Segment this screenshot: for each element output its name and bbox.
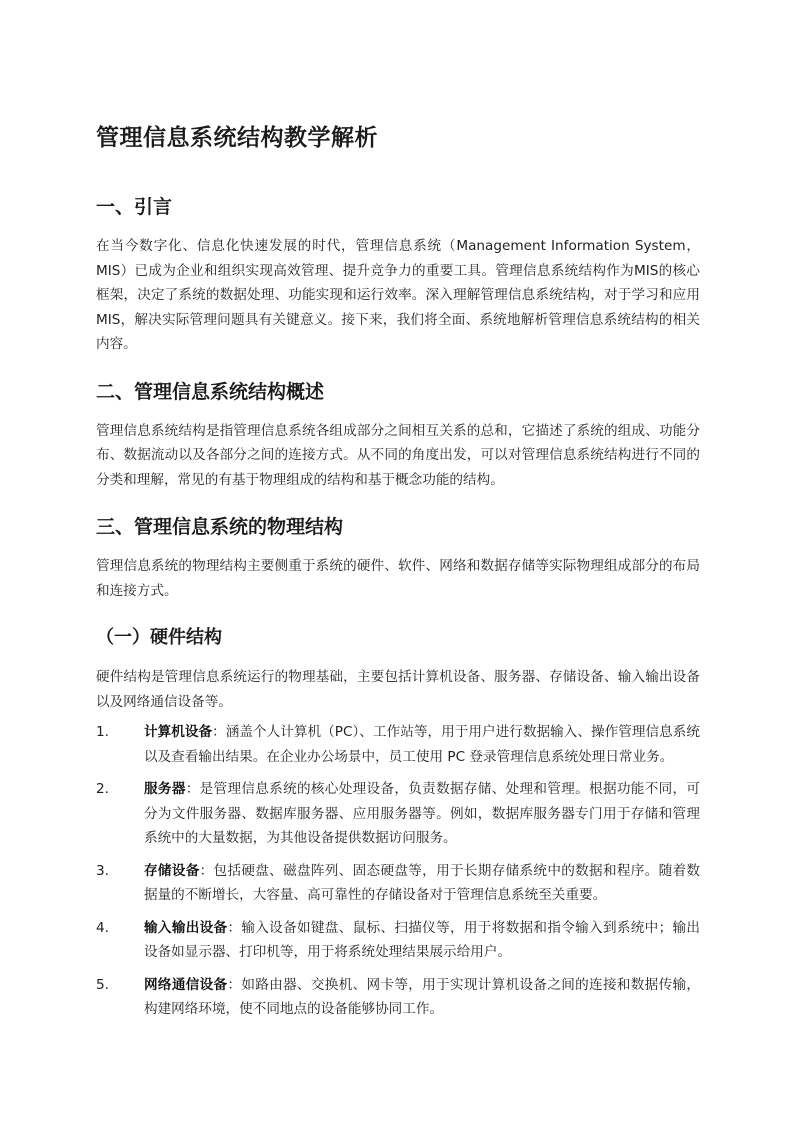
list-item-term: 存储设备 (144, 862, 200, 879)
list-item-text: ：涵盖个人计算机（PC）、工作站等，用于用户进行数据输入、操作管理信息系统以及查看输出结果。在企业办公场景中，员工使用 PC 登录管理信息系统处理日常业务。 (144, 724, 700, 765)
section-paragraph: 管理信息系统结构是指管理信息系统各组成部分之间相互关系的总和，它描述了系统的组成、功能分布、数据流动以及各部分之间的连接方式。从不同的角度出发，可以对管理信息系统结构进行不同的分类和理解，常见的有基于物理组成的结构和基于概念功能的结构。 (96, 422, 700, 488)
list-item (96, 859, 700, 908)
list-item-term: 计算机设备 (144, 724, 213, 740)
list-item-text: ：包括硬盘、磁盘阵列、固态硬盘等，用于长期存储系统中的数据和程序。随着数据量的不断增长，大容量、高可靠性的存储设备对于管理信息系统至关重要。 (144, 862, 701, 903)
subsection-intro: 硬件结构是管理信息系统运行的物理基础，主要包括计算机设备、服务器、存储设备、输入输出设备以及网络通信设备等。 (96, 669, 700, 710)
list-item-text: ：如路由器、交换机、网卡等，用于实现计算机设备之间的连接和数据传输，构建网络环境，使不同地点的设备能够协同工作。 (144, 976, 701, 1017)
list-item-term: 网络通信设备 (144, 976, 228, 993)
document-page (96, 118, 700, 1030)
list-item-term: 服务器 (144, 781, 186, 797)
list-item (96, 916, 700, 965)
list-item-number: 2. (96, 781, 109, 797)
list-item-term: 输入输出设备 (144, 919, 228, 936)
list-item (96, 973, 700, 1022)
subsection-heading-hardware: （一）硬件结构 (96, 627, 222, 648)
list-item (96, 777, 700, 851)
hardware-list (96, 720, 700, 1022)
list-item-text: ：输入设备如键盘、鼠标、扫描仪等，用于将数据和指令输入到系统中；输出设备如显示器、打印机等，用于将系统处理结果展示给用户。 (144, 919, 701, 960)
list-item-number: 4. (96, 919, 109, 936)
section-heading-physical-structure: 三、管理信息系统的物理结构 (96, 516, 344, 538)
list-item-number: 5. (96, 976, 109, 993)
list-item (96, 720, 700, 769)
list-item-number: 3. (96, 862, 109, 879)
section-paragraph: 管理信息系统的物理结构主要侧重于系统的硬件、软件、网络和数据存储等实际物理组成部分的布局和连接方式。 (96, 558, 700, 599)
list-item-text: ：是管理信息系统的核心处理设备，负责数据存储、处理和管理。根据功能不同，可分为文件服务器、数据库服务器、应用服务器等。例如，数据库服务器专门用于存储和管理系统中的大量数据，为其他设备提供数据访问服务。 (144, 781, 701, 846)
section-heading-overview: 二、管理信息系统结构概述 (96, 380, 325, 403)
section-heading-intro: 一、引言 (96, 196, 173, 218)
section-paragraph: 在当今数字化、信息化快速发展的时代，管理信息系统（Management Information System，MIS）已成为企业和组织实现高效管理、提升竞争力的重要工具。管理信息系统结构作为MIS的核心框架，决定了系统的数据处理、功能实现和运行效率。深入理解管理信息系统结构，对于学习和应用 MIS，解决实际管理问题具有关键意义。接下来，我们将全面、系统地解析管理信息系统结构的相关内容。 (96, 238, 700, 352)
list-item-number: 1. (96, 724, 109, 740)
document-title: 管理信息系统结构教学解析 (96, 125, 378, 151)
